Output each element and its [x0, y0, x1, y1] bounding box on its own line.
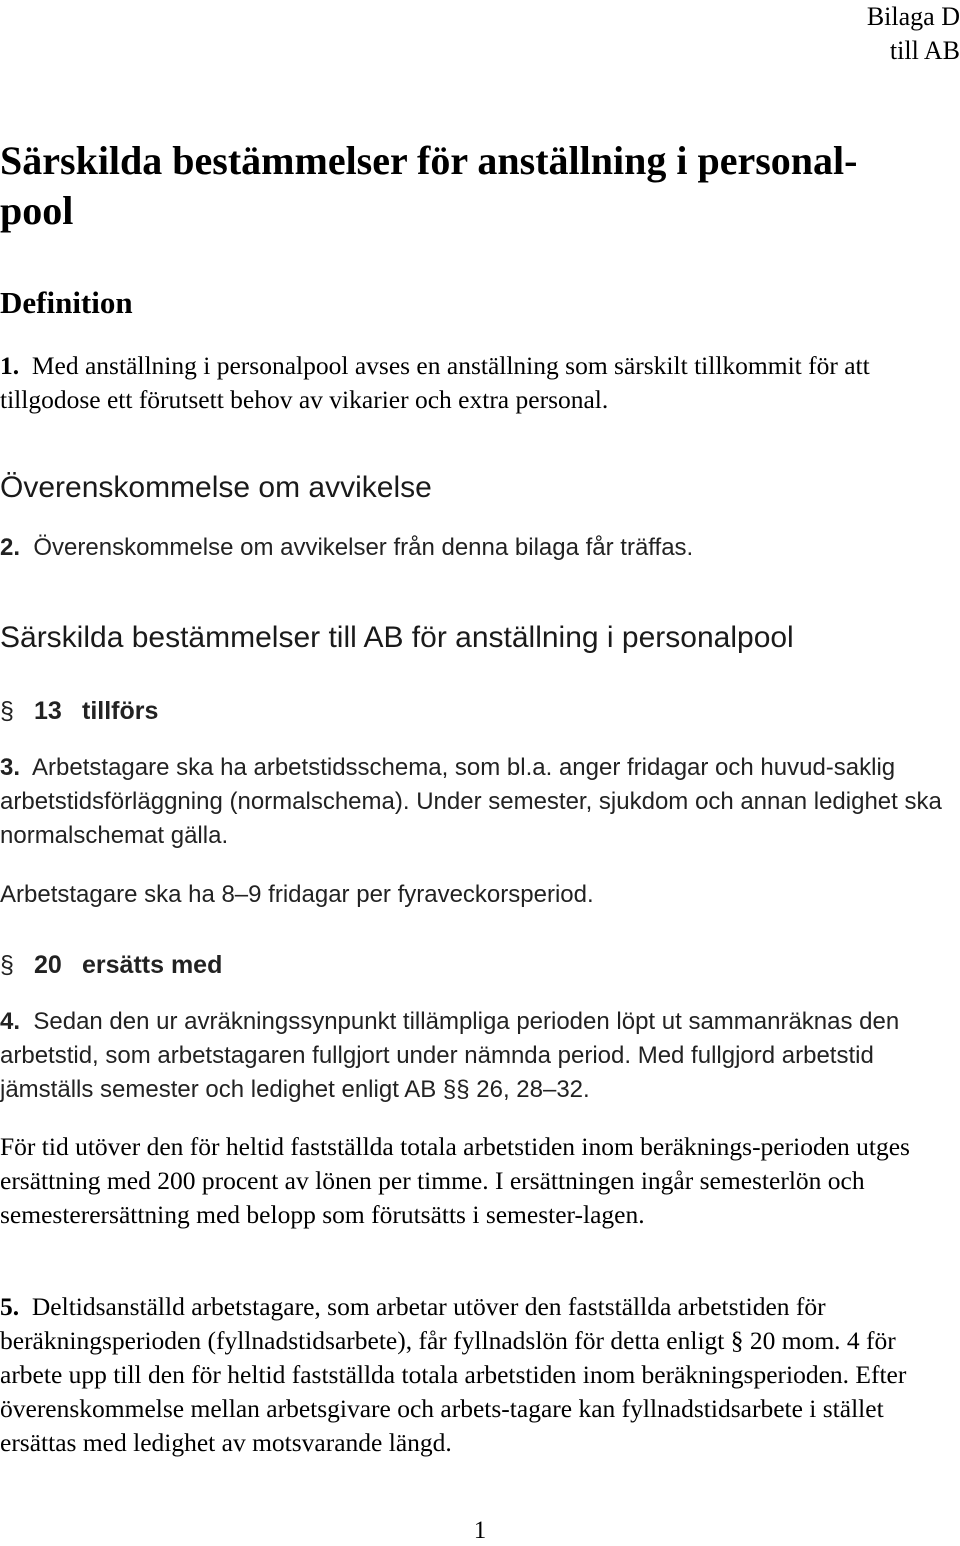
header-appendix: Bilaga D [866, 2, 960, 31]
item-number: 4. [0, 1008, 21, 1035]
item-number: 2. [0, 534, 21, 561]
item-3-extra: Arbetstagare ska ha 8–9 fridagar per fyraveckorsperiod. [0, 881, 594, 908]
section-sign: § [0, 697, 14, 725]
heading-definition: Definition [0, 285, 133, 320]
agreement-paragraph [0, 531, 940, 565]
definition-paragraph [0, 349, 935, 417]
page-header [867, 0, 960, 68]
section-sign: § [0, 951, 14, 979]
item-4-text: Sedan den ur avräkningssynpunkt tillämpliga perioden löpt ut sammanräknas den arbetstid, som arbetstagaren fullgjort under nämnda period. Med fullgjord arbetstid jämställs semester och ledighet enligt AB §§ 26, 28–32. [0, 1008, 900, 1103]
paragraph-number: 13 [34, 697, 62, 725]
paragraph-label: ersätts med [82, 951, 223, 979]
item-number: 1. [0, 351, 20, 380]
item-5-text: Deltidsanställd arbetstagare, som arbetar utöver den fastställda arbetstiden för beräkningsperioden (fyllnadstidsarbete), får fyllnadslön för detta enligt § 20 mom. 4 för arbete upp till den för heltid fastställda totala arbetstiden inom beräkningsperioden. Efter överenskommelse mellan arbetsgivare och arbets-tagare kan fyllnadstidsarbete i stället ersättas med ledighet av motsvarande längd. [0, 1292, 907, 1457]
paragraph-number: 20 [34, 951, 62, 979]
paragraph-20-heading [0, 948, 222, 982]
page-number: 1 [473, 1517, 487, 1544]
definition-text: Med anställning i personalpool avses en anställning som särskilt tillkommit för att tillgodose ett förutsett behov av vikarier och extra personal. [0, 351, 870, 414]
heading-agreement: Överenskommelse om avvikelse [0, 471, 432, 504]
heading-special-provisions: Särskilda bestämmelser till AB för anställning i personalpool [0, 621, 794, 654]
agreement-text: Överenskommelse om avvikelser från denna bilaga får träffas. [33, 534, 694, 561]
item-4-second-paragraph: För tid utöver den för heltid fastställda totala arbetstiden inom beräknings-perioden utges ersättning med 200 procent av lönen per timme. I ersättningen ingår semesterlön och semesterersättning med belopp som förutsätts i semester-lagen. [0, 1132, 910, 1229]
document-title: Särskilda bestämmelser för anställning i personal-pool [0, 138, 858, 233]
item-number: 3. [0, 754, 21, 781]
item-4-paragraph [0, 1005, 945, 1107]
item-3-text: Arbetstagare ska ha arbetstidsschema, som bl.a. anger fridagar och huvud-saklig arbetstidsförläggning (normalschema). Under semester, sjukdom och annan ledighet ska normalschemat gälla. [0, 754, 942, 849]
paragraph-13-heading [0, 694, 158, 728]
item-number: 5. [0, 1292, 20, 1321]
paragraph-label: tillförs [82, 697, 159, 725]
item-5-paragraph [0, 1290, 935, 1460]
item-3-paragraph [0, 751, 945, 853]
header-reference: till AB [889, 36, 960, 65]
